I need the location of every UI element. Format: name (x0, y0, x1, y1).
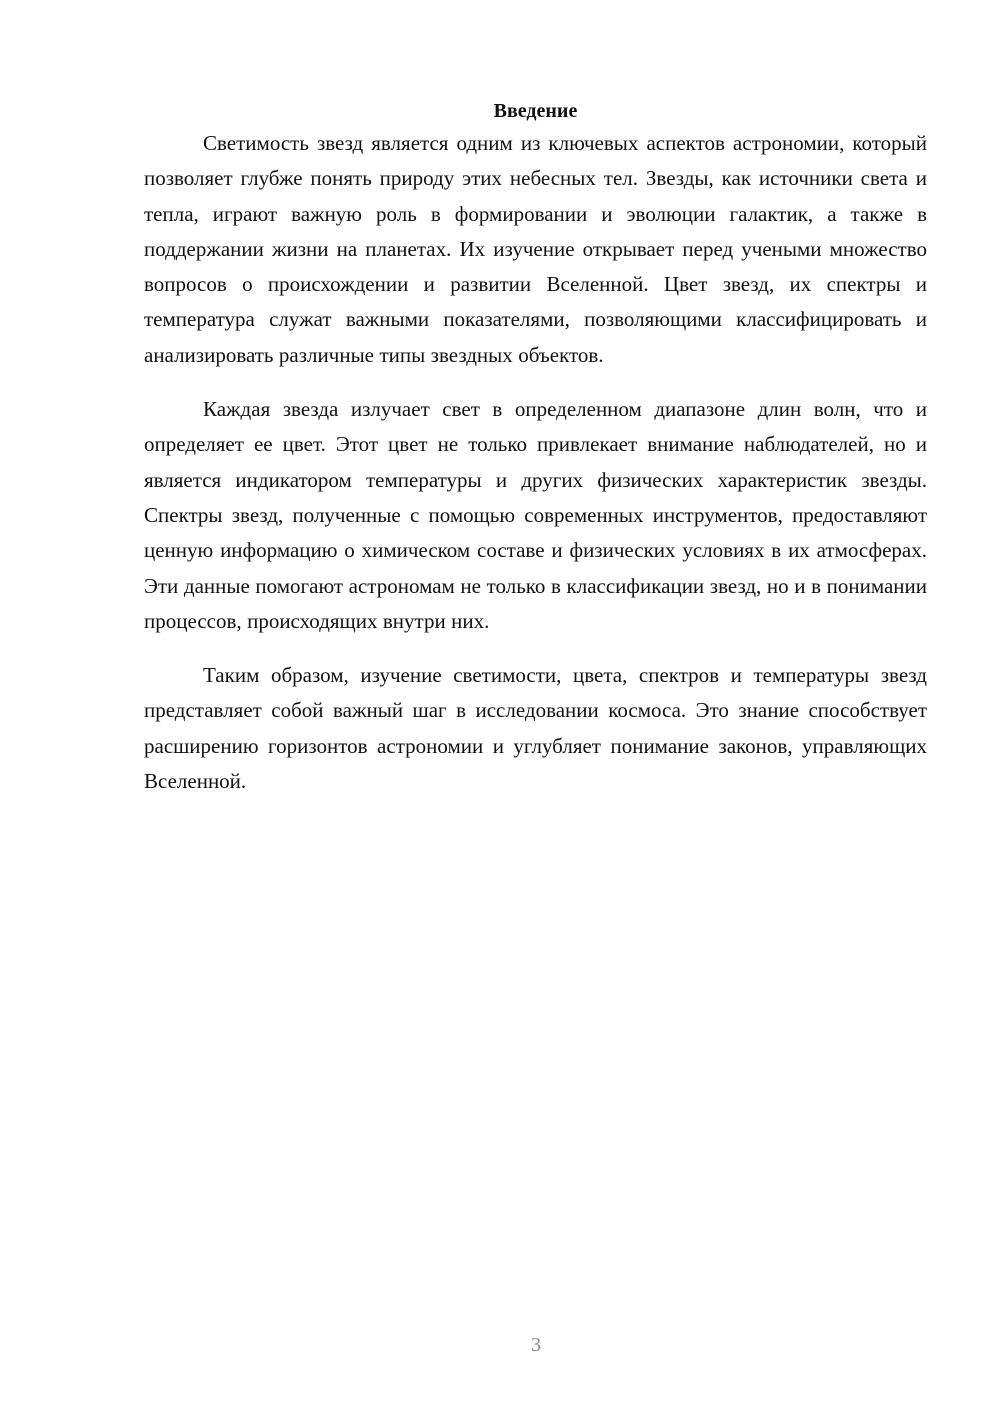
paragraph-star-color: Каждая звезда излучает свет в определенном диапазоне длин волн, что и определяет ее цвет. Этот цвет не только привлекает внимание наблюдателей, но и является индикатором температуры и других физических характеристик звезды. Спектры звезд, полученные с помощью современных инструментов, предоставляют ценную информацию о химическом составе и физических условиях в их атмосферах. Эти данные помогают астрономам не только в классификации звезд, но и в понимании процессов, происходящих внутри них. (144, 397, 927, 633)
section-title: Введение (493, 100, 578, 122)
page-content (144, 96, 927, 818)
page-number: 3 (531, 1334, 541, 1356)
paragraph-intro: Светимость звезд является одним из ключевых аспектов астрономии, который позволяет глубже понять природу этих небесных тел. Звезды, как источники света и тепла, играют важную роль в формировании и эволюции галактик, а также в поддержании жизни на планетах. Их изучение открывает перед учеными множество вопросов о происхождении и развитии Вселенной. Цвет звезд, их спектры и температура служат важными показателями, позволяющими классифицировать и анализировать различные типы звездных объектов. (144, 131, 927, 367)
paragraph-conclusion: Таким образом, изучение светимости, цвета, спектров и температуры звезд представляет собой важный шаг в исследовании космоса. Это знание способствует расширению горизонтов астрономии и углубляет понимание законов, управляющих Вселенной. (144, 663, 927, 794)
